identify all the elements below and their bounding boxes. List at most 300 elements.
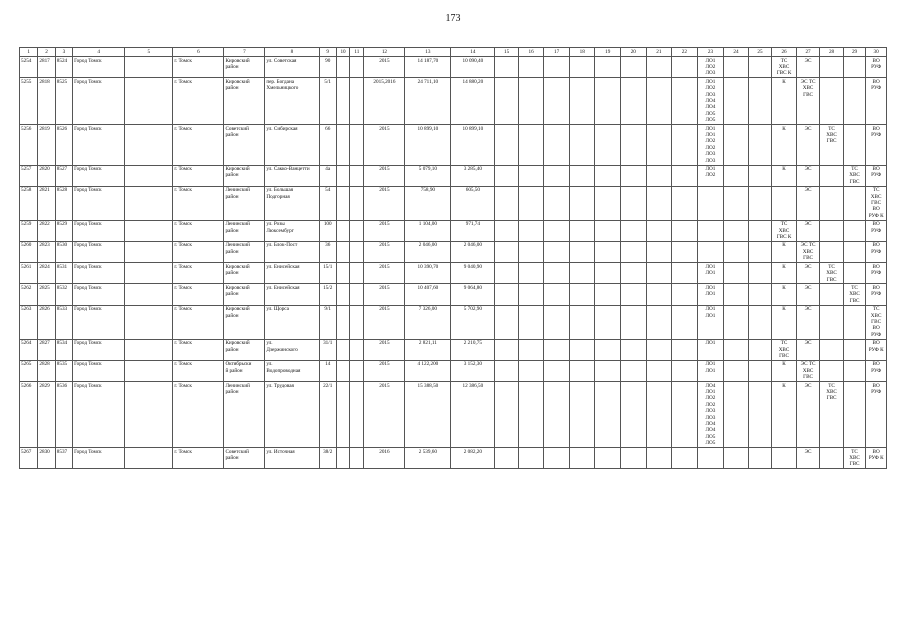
cell-col-5 xyxy=(125,305,173,339)
cell-col-16 xyxy=(518,241,544,262)
cell-line: ул. Сибирская xyxy=(266,125,298,132)
cell-col-6: г. Томск xyxy=(173,448,224,469)
cell-col-13: 10 407,60 xyxy=(405,284,451,305)
cell-col-6: г. Томск xyxy=(173,186,224,220)
cell-col-14: 605,50 xyxy=(451,186,495,220)
cell-line: ЛО1 xyxy=(705,270,716,277)
cell-col-13: 2 821,11 xyxy=(405,339,451,360)
cell-line: ГВС xyxy=(849,461,860,468)
cell-col-25 xyxy=(748,305,772,339)
cell-line: ЭС xyxy=(804,263,812,270)
cell-col-1: 5266 xyxy=(20,382,38,448)
cell-col-17 xyxy=(544,125,570,165)
cell-line: ХВС xyxy=(849,172,860,179)
cell-line: ГВС xyxy=(803,91,813,98)
cell-col-27 xyxy=(796,448,820,469)
cell-col-16 xyxy=(518,339,544,360)
cell-col-4: Город Томск xyxy=(73,360,125,381)
column-number-1: 1 xyxy=(20,48,38,57)
cell-col-27 xyxy=(796,186,820,220)
cell-col-8 xyxy=(265,382,319,448)
cell-col-6: г. Томск xyxy=(173,220,224,241)
cell-col-17 xyxy=(544,339,570,360)
table-row xyxy=(20,165,887,186)
table-row xyxy=(20,360,887,381)
cell-line: ЭС xyxy=(804,57,812,64)
cell-col-15 xyxy=(495,220,519,241)
cell-col-25 xyxy=(748,220,772,241)
table-row xyxy=(20,382,887,448)
cell-col-18 xyxy=(569,57,595,78)
cell-col-10 xyxy=(336,186,349,220)
cell-line: район xyxy=(225,63,239,70)
cell-col-13: 758,90 xyxy=(405,186,451,220)
cell-col-23 xyxy=(697,220,724,241)
column-number-11: 11 xyxy=(350,48,364,57)
cell-line: ЛО1 xyxy=(705,312,716,319)
cell-col-11 xyxy=(350,220,364,241)
cell-line: ХВС xyxy=(826,270,837,277)
cell-col-23 xyxy=(697,339,724,360)
cell-line: ул. xyxy=(266,340,273,347)
cell-col-27 xyxy=(796,382,820,448)
cell-line: ВО xyxy=(872,325,880,332)
cell-line: ВО xyxy=(872,206,880,213)
cell-col-1: 5258 xyxy=(20,186,38,220)
cell-line: ЭС xyxy=(804,448,812,455)
cell-line: ЛО5 xyxy=(705,433,716,440)
cell-col-30 xyxy=(866,382,887,448)
cell-col-10 xyxy=(336,360,349,381)
cell-col-28 xyxy=(820,360,844,381)
cell-col-24 xyxy=(724,220,749,241)
cell-col-2: 2821 xyxy=(38,186,55,220)
cell-col-1: 5257 xyxy=(20,165,38,186)
cell-col-27 xyxy=(796,220,820,241)
cell-col-9: 15/1 xyxy=(319,263,336,284)
cell-col-20 xyxy=(621,305,647,339)
cell-col-22 xyxy=(672,165,698,186)
cell-col-14: 12 386,50 xyxy=(451,382,495,448)
cell-line: ЛО5 xyxy=(705,117,716,124)
cell-col-20 xyxy=(621,263,647,284)
cell-col-8 xyxy=(265,263,319,284)
cell-col-30 xyxy=(866,448,887,469)
cell-col-4: Город Томск xyxy=(73,448,125,469)
cell-col-10 xyxy=(336,125,349,165)
cell-col-18 xyxy=(569,305,595,339)
cell-col-28 xyxy=(820,78,844,125)
cell-col-15 xyxy=(495,360,519,381)
cell-col-19 xyxy=(595,284,621,305)
cell-col-6: г. Томск xyxy=(173,382,224,448)
cell-line: ТС xyxy=(851,166,858,172)
cell-col-6: г. Томск xyxy=(173,57,224,78)
cell-col-25 xyxy=(748,284,772,305)
cell-line: район xyxy=(225,270,239,277)
cell-col-15 xyxy=(495,78,519,125)
cell-col-7 xyxy=(224,360,265,381)
cell-col-24 xyxy=(724,360,749,381)
cell-col-2: 2817 xyxy=(38,57,55,78)
cell-col-19 xyxy=(595,57,621,78)
cell-line: ТС xyxy=(780,340,788,347)
cell-col-4: Город Томск xyxy=(73,339,125,360)
cell-col-19 xyxy=(595,382,621,448)
cell-col-26 xyxy=(772,220,797,241)
cell-col-12: 2015 xyxy=(364,305,405,339)
cell-col-13: 2 046,00 xyxy=(405,241,451,262)
cell-col-10 xyxy=(336,263,349,284)
cell-line: Кировский xyxy=(225,166,250,172)
cell-col-14: 3 285,40 xyxy=(451,165,495,186)
cell-line: ХВС xyxy=(802,248,814,255)
cell-col-1: 5263 xyxy=(20,305,38,339)
cell-line: ТС xyxy=(780,221,788,228)
cell-col-9: 90 xyxy=(319,57,336,78)
cell-col-29 xyxy=(843,186,865,220)
cell-col-25 xyxy=(748,448,772,469)
cell-col-26 xyxy=(772,186,797,220)
cell-col-25 xyxy=(748,360,772,381)
cell-col-11 xyxy=(350,241,364,262)
cell-line: ЛО2 xyxy=(705,144,716,151)
cell-col-16 xyxy=(518,360,544,381)
cell-col-9: 14 xyxy=(319,360,336,381)
cell-col-2: 2829 xyxy=(38,382,55,448)
cell-line: ГВС xyxy=(826,276,837,283)
table-row xyxy=(20,186,887,220)
column-number-22: 22 xyxy=(672,48,698,57)
cell-line: ВО xyxy=(872,57,880,64)
cell-col-9: 4а xyxy=(319,165,336,186)
cell-col-17 xyxy=(544,284,570,305)
cell-line: ГВС xyxy=(779,352,789,359)
column-number-2: 2 xyxy=(38,48,55,57)
cell-col-12: 2015 xyxy=(364,125,405,165)
cell-col-8 xyxy=(265,78,319,125)
cell-col-9: 22/1 xyxy=(319,382,336,448)
cell-col-6: г. Томск xyxy=(173,339,224,360)
cell-line: РУФ xyxy=(871,270,882,277)
cell-col-13: 2 539,60 xyxy=(405,448,451,469)
cell-line: ХВС xyxy=(870,312,882,319)
cell-col-29 xyxy=(843,382,865,448)
cell-col-17 xyxy=(544,165,570,186)
cell-line: Ленинский xyxy=(225,221,250,228)
cell-col-4: Город Томск xyxy=(73,220,125,241)
table-row xyxy=(20,57,887,78)
cell-col-30 xyxy=(866,241,887,262)
cell-col-2: 2823 xyxy=(38,241,55,262)
cell-col-8 xyxy=(265,241,319,262)
cell-col-26 xyxy=(772,78,797,125)
cell-line: ЛО2 xyxy=(705,172,716,179)
cell-col-21 xyxy=(646,263,672,284)
cell-line: ВО xyxy=(872,166,880,172)
cell-col-9: 38/2 xyxy=(319,448,336,469)
cell-col-17 xyxy=(544,241,570,262)
cell-col-16 xyxy=(518,165,544,186)
cell-col-1: 5259 xyxy=(20,220,38,241)
column-number-25: 25 xyxy=(748,48,772,57)
cell-col-3: 8532 xyxy=(55,284,72,305)
cell-col-20 xyxy=(621,241,647,262)
cell-line: ВО xyxy=(872,125,880,132)
cell-line: район xyxy=(225,291,239,298)
cell-col-19 xyxy=(595,305,621,339)
cell-col-23 xyxy=(697,57,724,78)
cell-line: РУФ xyxy=(871,131,882,138)
cell-line: ТС xyxy=(780,57,788,64)
cell-line: ЭС xyxy=(804,382,812,389)
cell-line: РУФ xyxy=(871,367,882,374)
cell-col-8 xyxy=(265,448,319,469)
cell-col-22 xyxy=(672,125,698,165)
cell-col-14: 2 046,00 xyxy=(451,241,495,262)
cell-col-15 xyxy=(495,382,519,448)
cell-col-22 xyxy=(672,305,698,339)
cell-col-13: 14 187,70 xyxy=(405,57,451,78)
cell-col-18 xyxy=(569,78,595,125)
cell-col-7 xyxy=(224,220,265,241)
cell-col-14: 2 082,20 xyxy=(451,448,495,469)
column-number-27: 27 xyxy=(796,48,820,57)
cell-col-9: 9/1 xyxy=(319,305,336,339)
cell-line: Ленинский xyxy=(225,187,250,194)
cell-line: район xyxy=(225,389,239,395)
cell-col-26 xyxy=(772,339,797,360)
cell-col-14: 971,74 xyxy=(451,220,495,241)
cell-col-17 xyxy=(544,382,570,448)
column-number-20: 20 xyxy=(621,48,647,57)
cell-col-19 xyxy=(595,339,621,360)
cell-col-1: 5256 xyxy=(20,125,38,165)
cell-col-22 xyxy=(672,360,698,381)
column-number-4: 4 xyxy=(73,48,125,57)
cell-col-4: Город Томск xyxy=(73,263,125,284)
cell-col-3: 8526 xyxy=(55,125,72,165)
cell-col-20 xyxy=(621,382,647,448)
cell-col-26 xyxy=(772,284,797,305)
cell-col-14: 2 210,75 xyxy=(451,339,495,360)
cell-col-4: Город Томск xyxy=(73,241,125,262)
column-number-23: 23 xyxy=(697,48,724,57)
cell-col-5 xyxy=(125,284,173,305)
cell-col-22 xyxy=(672,78,698,125)
cell-col-8 xyxy=(265,220,319,241)
cell-col-9: 36 xyxy=(319,241,336,262)
cell-col-3: 8535 xyxy=(55,360,72,381)
cell-line: ЛО1 xyxy=(705,57,716,64)
cell-line: ул. xyxy=(266,361,273,368)
cell-col-16 xyxy=(518,382,544,448)
cell-line: ЭС xyxy=(804,187,812,194)
cell-col-29 xyxy=(843,241,865,262)
cell-line: Люксембург xyxy=(266,227,294,234)
cell-col-10 xyxy=(336,448,349,469)
cell-col-21 xyxy=(646,57,672,78)
column-number-9: 9 xyxy=(319,48,336,57)
cell-col-15 xyxy=(495,284,519,305)
cell-col-21 xyxy=(646,241,672,262)
cell-col-3: 8531 xyxy=(55,263,72,284)
cell-col-12: 2015 xyxy=(364,220,405,241)
cell-col-4: Город Томск xyxy=(73,284,125,305)
cell-line: РУФ xyxy=(871,291,882,298)
column-number-10: 10 xyxy=(336,48,349,57)
cell-col-15 xyxy=(495,241,519,262)
cell-line: район xyxy=(225,312,239,319)
cell-col-27 xyxy=(796,57,820,78)
cell-col-20 xyxy=(621,165,647,186)
cell-col-7 xyxy=(224,339,265,360)
cell-col-9: 100 xyxy=(319,220,336,241)
cell-col-15 xyxy=(495,165,519,186)
cell-col-28 xyxy=(820,305,844,339)
cell-col-23 xyxy=(697,382,724,448)
cell-col-7 xyxy=(224,305,265,339)
cell-col-12: 2015 xyxy=(364,57,405,78)
table-body xyxy=(20,57,887,469)
cell-col-20 xyxy=(621,360,647,381)
cell-col-7 xyxy=(224,186,265,220)
cell-col-29 xyxy=(843,339,865,360)
cell-col-21 xyxy=(646,186,672,220)
cell-line: Кировский xyxy=(225,57,250,64)
cell-col-11 xyxy=(350,57,364,78)
cell-col-16 xyxy=(518,57,544,78)
cell-col-18 xyxy=(569,360,595,381)
cell-col-26 xyxy=(772,305,797,339)
cell-col-27 xyxy=(796,263,820,284)
column-number-12: 12 xyxy=(364,48,405,57)
cell-col-18 xyxy=(569,241,595,262)
cell-col-2: 2819 xyxy=(38,125,55,165)
cell-col-9: 66 xyxy=(319,125,336,165)
column-number-19: 19 xyxy=(595,48,621,57)
cell-line: ЛО2 xyxy=(705,138,716,145)
cell-col-6: г. Томск xyxy=(173,78,224,125)
cell-line: К xyxy=(782,263,786,270)
cell-col-5 xyxy=(125,448,173,469)
cell-col-27 xyxy=(796,339,820,360)
cell-col-16 xyxy=(518,78,544,125)
cell-line: ГВС xyxy=(803,255,813,262)
cell-col-9: 5/1 xyxy=(319,78,336,125)
cell-col-13: 10 390,70 xyxy=(405,263,451,284)
cell-col-22 xyxy=(672,57,698,78)
cell-col-28 xyxy=(820,241,844,262)
cell-col-6: г. Томск xyxy=(173,263,224,284)
column-number-3: 3 xyxy=(55,48,72,57)
cell-line: ГВС xyxy=(803,374,813,381)
cell-line: К xyxy=(782,361,786,368)
cell-line: ЛО1 xyxy=(705,166,716,172)
cell-col-1: 5255 xyxy=(20,78,38,125)
cell-col-7 xyxy=(224,448,265,469)
cell-line: ГВС К xyxy=(776,234,792,241)
cell-line: Кировский xyxy=(225,340,250,347)
cell-col-29 xyxy=(843,78,865,125)
cell-col-19 xyxy=(595,165,621,186)
cell-col-13: 10 899,10 xyxy=(405,125,451,165)
cell-col-9: 31/1 xyxy=(319,339,336,360)
cell-line: ул. Щорса xyxy=(266,306,289,313)
cell-col-27 xyxy=(796,125,820,165)
cell-col-25 xyxy=(748,125,772,165)
cell-col-21 xyxy=(646,305,672,339)
cell-line: ул. Енисейская xyxy=(266,284,300,291)
cell-line: район xyxy=(225,193,239,200)
cell-col-11 xyxy=(350,284,364,305)
cell-col-21 xyxy=(646,78,672,125)
cell-line: ХВС xyxy=(778,63,790,70)
cell-col-25 xyxy=(748,382,772,448)
cell-line: ЛО1 xyxy=(705,291,716,298)
cell-col-4: Город Томск xyxy=(73,78,125,125)
cell-col-29 xyxy=(843,165,865,186)
cell-col-15 xyxy=(495,448,519,469)
cell-col-21 xyxy=(646,125,672,165)
cell-col-15 xyxy=(495,305,519,339)
cell-line: район xyxy=(225,227,239,234)
cell-col-16 xyxy=(518,220,544,241)
cell-col-21 xyxy=(646,448,672,469)
cell-col-13: 15 388,50 xyxy=(405,382,451,448)
cell-col-12: 2015 xyxy=(364,284,405,305)
cell-line: ул. Розы xyxy=(266,221,285,228)
cell-col-19 xyxy=(595,263,621,284)
table-row xyxy=(20,125,887,165)
cell-col-13: 24 711,10 xyxy=(405,78,451,125)
table-row xyxy=(20,305,887,339)
cell-col-11 xyxy=(350,165,364,186)
cell-line: ЭС xyxy=(804,284,812,291)
cell-col-28 xyxy=(820,339,844,360)
cell-col-20 xyxy=(621,339,647,360)
cell-col-13: 5 079,10 xyxy=(405,165,451,186)
cell-col-15 xyxy=(495,57,519,78)
cell-line: РУФ К xyxy=(868,212,884,219)
cell-col-14: 9 040,90 xyxy=(451,263,495,284)
cell-line: ВО xyxy=(872,263,880,270)
cell-col-5 xyxy=(125,186,173,220)
cell-col-10 xyxy=(336,339,349,360)
cell-col-17 xyxy=(544,360,570,381)
cell-col-22 xyxy=(672,339,698,360)
cell-col-21 xyxy=(646,360,672,381)
cell-line: район xyxy=(225,172,239,179)
cell-col-28 xyxy=(820,57,844,78)
cell-col-22 xyxy=(672,263,698,284)
cell-col-26 xyxy=(772,125,797,165)
cell-col-14: 5 702,90 xyxy=(451,305,495,339)
cell-line: ЭС xyxy=(804,125,812,132)
cell-col-7 xyxy=(224,263,265,284)
cell-col-16 xyxy=(518,284,544,305)
cell-line: К xyxy=(782,284,786,291)
cell-col-24 xyxy=(724,57,749,78)
cell-line: РУФ xyxy=(871,248,882,255)
cell-line: ЭС ТС xyxy=(800,361,816,368)
cell-col-29 xyxy=(843,448,865,469)
cell-line: ГВС xyxy=(871,318,882,325)
cell-col-6: г. Томск xyxy=(173,284,224,305)
cell-col-18 xyxy=(569,125,595,165)
cell-line: ЛО4 xyxy=(705,97,716,104)
cell-col-6: г. Томск xyxy=(173,305,224,339)
